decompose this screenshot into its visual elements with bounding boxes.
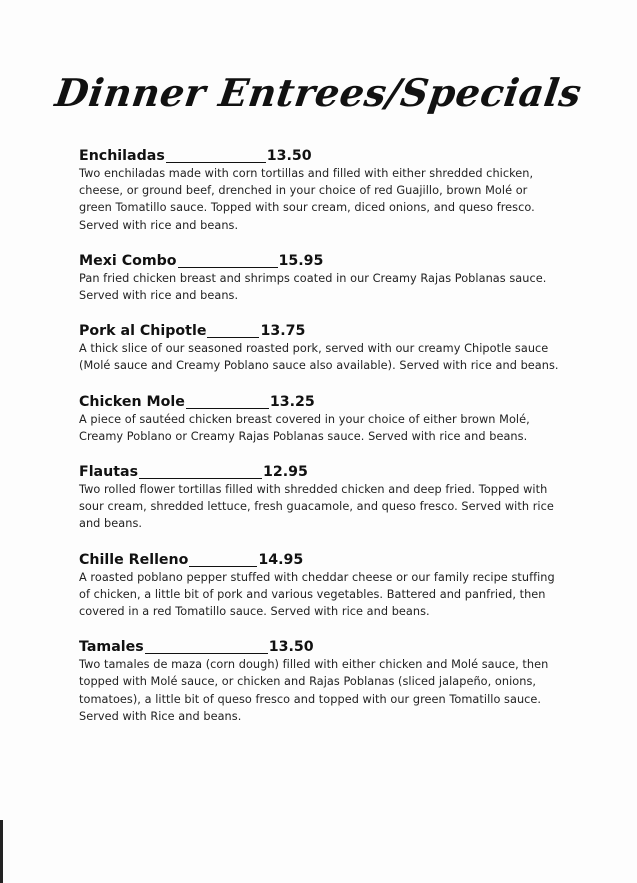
description-line: Pan fried chicken breast and shrimps coated in our Creamy Rajas Poblanas sauce. (79, 271, 547, 285)
menu-items (79, 147, 569, 742)
description-line: green Tomatillo sauce. Topped with sour cream, diced onions, and queso fresco. (79, 201, 535, 215)
menu-item-name: Pork al Chipotle (79, 323, 207, 340)
menu-item-description (79, 270, 569, 304)
description-line: Served with rice and beans. (79, 289, 239, 303)
menu-item-header (79, 463, 569, 481)
menu-item-price: 13.75 (260, 323, 306, 340)
description-line: Served with Rice and beans. (79, 709, 242, 723)
menu-item-name: Mexi Combo (79, 252, 177, 269)
description-line: A thick slice of our seasoned roasted pork, served with our creamy Chipotle sauce (79, 342, 549, 356)
menu-item-description (79, 411, 569, 445)
menu-item-tamales (79, 638, 569, 725)
menu-item-name: Chille Relleno (79, 551, 189, 568)
description-line: cheese, or ground beef, drenched in your choice of red Guajillo, brown Molé or (79, 184, 528, 198)
description-line: Two enchiladas made with corn tortillas and filled with either shredded chicken, (79, 167, 534, 180)
menu-item-header (79, 252, 569, 270)
menu-item-name: Tamales (79, 639, 144, 656)
menu-item-description (79, 656, 569, 725)
menu-item-header (79, 638, 569, 656)
menu-item-chille-relleno (79, 551, 569, 621)
leader-line (166, 162, 266, 163)
menu-item-chicken-mole (79, 393, 569, 445)
menu-item-header (79, 551, 569, 569)
description-line: Two rolled flower tortillas filled with shredded chicken and deep fried. Topped with (79, 483, 548, 497)
leader-line (139, 478, 262, 479)
description-line: sour cream, shredded lettuce, fresh guacamole, and queso fresco. Served with rice (79, 500, 554, 514)
menu-item-price: 12.95 (263, 464, 308, 481)
leader-line (189, 566, 257, 567)
description-line: covered in a red Tomatillo sauce. Served with rice and beans. (79, 605, 430, 619)
menu-item-price: 13.50 (266, 148, 312, 164)
leader-line (178, 267, 278, 268)
description-line: and beans. (79, 517, 143, 531)
description-line: A roasted poblano pepper stuffed with cheddar cheese or our family recipe stuffing (79, 570, 555, 584)
menu-item-header (79, 393, 569, 411)
description-line: Creamy Poblano or Creamy Rajas Poblanas sauce. Served with rice and beans. (79, 429, 528, 443)
menu-item-pork-al-chipotle (79, 322, 569, 374)
description-line: topped with Molé sauce, or chicken and Rajas Poblanas (sliced jalapeño, onions, (79, 675, 537, 689)
menu-item-description (79, 481, 569, 533)
description-line: Two tamales de maza (corn dough) filled with either chicken and Molé sauce, then (79, 658, 549, 672)
menu-item-flautas (79, 463, 569, 533)
description-line: Served with rice and beans. (79, 218, 239, 232)
menu-item-mexi-combo (79, 252, 569, 304)
menu-item-header (79, 322, 569, 340)
menu-item-enchiladas (79, 147, 569, 234)
description-line: A piece of sautéed chicken breast covered in your choice of either brown Molé, (79, 412, 530, 426)
menu-item-name: Flautas (79, 464, 139, 481)
menu-item-description (79, 165, 569, 234)
description-line: of chicken, a little bit of pork and various vegetables. Battered and panfried, then (79, 587, 546, 601)
menu-item-price: 13.25 (269, 393, 315, 410)
menu-item-header (79, 147, 569, 165)
leader-line (145, 653, 268, 654)
menu-title: Dinner Entrees/Specials (52, 70, 585, 115)
menu-item-description (79, 569, 569, 621)
menu-item-price: 14.95 (258, 551, 304, 568)
menu-item-name: Chicken Mole (79, 393, 185, 410)
menu-item-price: 15.95 (278, 252, 324, 269)
menu-item-description (79, 340, 569, 374)
leader-line (207, 337, 259, 338)
description-line: tomatoes), a little bit of queso fresco and topped with our green Tomatillo sauce. (79, 692, 542, 706)
description-line: (Molé sauce and Creamy Poblano sauce also available). Served with rice and beans. (79, 359, 559, 373)
menu-item-name: Enchiladas (79, 148, 165, 164)
scan-edge-mark (0, 820, 3, 883)
leader-line (186, 408, 269, 409)
menu-item-price: 13.50 (268, 639, 314, 656)
